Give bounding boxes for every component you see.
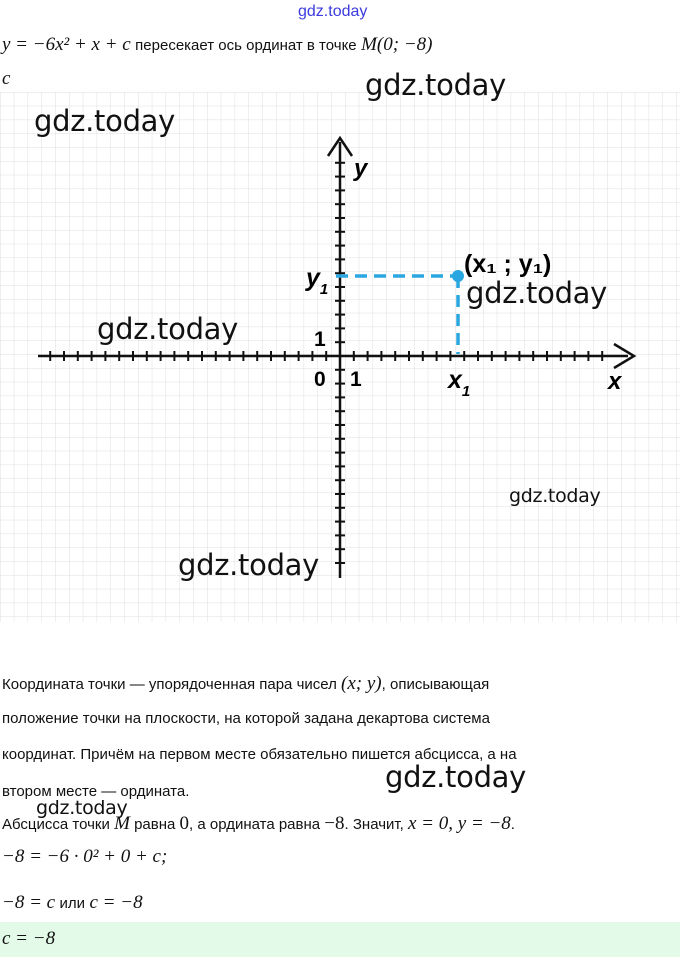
watermark: gdz.today — [365, 68, 507, 102]
point-m: M(0; −8) — [361, 34, 433, 55]
solution-step-1: −8 = −6 · 0² + 0 + c; — [2, 846, 168, 867]
answer: c = −8 — [2, 928, 56, 949]
watermark: gdz.today — [36, 797, 128, 819]
watermark: gdz.today — [178, 548, 320, 582]
coordinate-graph — [0, 92, 680, 622]
problem-text: пересекает ось ординат в точке — [135, 37, 357, 54]
watermark: gdz.today — [34, 104, 176, 138]
x-axis-ticks — [50, 351, 602, 361]
watermark: gdz.today — [466, 276, 608, 310]
explanation-line-2: положение точки на плоскости, на которой задана декартова система — [2, 710, 490, 727]
equation: y = −6x² + x + c — [2, 34, 131, 55]
explanation-line-1: Координата точки — упорядоченная пара чисел (x; y), описывающая — [2, 673, 490, 694]
y1-label: $y_1$ — [306, 264, 329, 298]
watermark: gdz.today — [509, 485, 601, 507]
solution-step-2: −8 = c или c = −8 — [2, 892, 143, 913]
site-link[interactable]: gdz.today — [298, 3, 368, 20]
x1-label: $x_1$ — [448, 366, 471, 400]
explanation-line-4: втором месте — ордината. — [2, 783, 190, 800]
explanation-line-3: координат. Причём на первом месте обязательно пишется абсцисса, а на — [2, 746, 517, 763]
origin-label: 0 — [314, 368, 326, 391]
x-axis-label: x — [608, 368, 622, 395]
x-unit-label: 1 — [350, 368, 362, 391]
watermark: gdz.today — [97, 312, 239, 346]
answer-box — [0, 922, 680, 957]
y-unit-label: 1 — [314, 328, 326, 351]
y-axis-label: y — [354, 155, 368, 182]
unknown-c: c — [2, 68, 11, 89]
problem-statement — [2, 34, 433, 56]
point-label: (x₁ ; y₁) — [464, 250, 552, 278]
point-dot — [452, 270, 464, 282]
explanation-line-5: Абсцисса точки M равна 0, а ордината равна −8. Значит, x = 0, y = −8. — [2, 813, 515, 834]
watermark: gdz.today — [385, 760, 527, 794]
